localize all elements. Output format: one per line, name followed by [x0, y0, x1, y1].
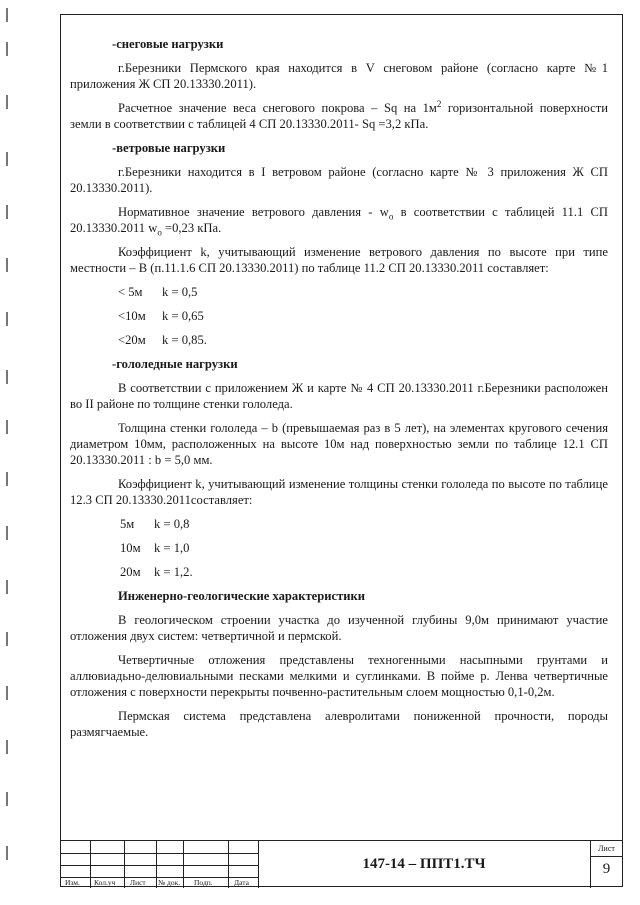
title-block-stamp	[60, 840, 623, 887]
binding-marks	[0, 0, 20, 905]
ice-row: 5м k = 0,8	[120, 517, 190, 531]
stamp-label: № док.	[158, 878, 181, 887]
geo-paragraph-2: Четвертичные отложения представлены техногенными насыпными грунтами и аллювиадьно-делювиальными песками мелкими и суглинками. В пойме р. Ленва четвертичные отложения с поверхности перекрыты почвенно-растительным слоем мощностью 0,1-0,2м.	[70, 653, 608, 699]
document-code: 147-14 – ППТ1.ТЧ	[362, 856, 486, 872]
ice-paragraph-3: Коэффициент k, учитывающий изменение толщины стенки гололеда по высоте по таблице 12.3 СП 20.13330.2011составляет:	[70, 477, 608, 507]
sheet-box	[590, 841, 623, 888]
snow-paragraph-1: г.Березники Пермского края находится в V снеговом районе (согласно карте №1 приложения Ж СП 20.13330.2011).	[70, 61, 608, 91]
stamp-label: Изм.	[65, 878, 80, 887]
stamp-labels	[60, 878, 258, 888]
stamp-label: Подп.	[194, 878, 213, 887]
stamp-label: Лист	[130, 878, 146, 887]
geo-paragraph-1: В геологическом строении участка до изученной глубины 9,0м принимают участие отложения двух систем: четвертичной и пермской.	[70, 613, 608, 643]
sheet-number: 9	[602, 861, 611, 877]
ice-paragraph-1: В соответствии с приложением Ж и карте № 4 СП 20.13330.2011 г.Березники расположен во II районе по толщине стенки гололеда.	[70, 381, 608, 411]
ice-paragraph-2: Толщина стенки гололеда – b (превышаемая раз в 5 лет), на элементах кругового сечения диаметром 10мм, расположенных на высоте 10м над поверхностью земли по таблице 12.1 СП 20.13330.2011 : b = 5,0 мм.	[70, 421, 608, 467]
stamp-label: Кол.уч	[94, 878, 116, 887]
geo-heading: Инженерно-геологические характеристики	[118, 589, 366, 603]
snow-heading: -снеговые нагрузки	[112, 37, 224, 51]
wind-row: < 5м k = 0,5	[118, 285, 198, 299]
wind-row: <20м k = 0,85.	[118, 333, 207, 347]
geo-paragraph-3: Пермская система представлена алевролитами пониженной прочности, породы размягчаемые.	[70, 709, 608, 739]
wind-paragraph-2: Нормативное значение ветрового давления - $w_o$ в соответствии с таблицей 11.1 СП 20.13330.2011 $w_o =0,23$ кПа.	[70, 205, 608, 238]
wind-row: <10м k = 0,65	[118, 309, 204, 323]
stamp-label: Дата	[234, 878, 249, 887]
sheet-label: Лист	[598, 844, 615, 853]
wind-paragraph-3: Коэффициент k, учитывающий изменение ветрового давления по высоте при типе местности – В (п.11.1.6 СП 20.13330.2011) по таблице 11.2 СП 20.13330.2011 составляет:	[70, 245, 608, 275]
wind-paragraph-1: г.Березники находится в I ветровом районе (согласно карте № 3 приложения Ж СП 20.13330.2011).	[70, 165, 608, 195]
ice-heading: -гололедные нагрузки	[112, 357, 238, 371]
snow-paragraph-2: Расчетное значение веса снегового покрова – Sq на $1м^2$ горизонтальной поверхности земли в соответствии с таблицей 4 СП 20.13330.2011- Sq =3,2 кПа.	[70, 98, 608, 131]
document-body	[70, 36, 608, 748]
ice-row: 20м k = 1,2.	[120, 565, 193, 579]
wind-heading: -ветровые нагрузки	[112, 141, 226, 155]
ice-row: 10м k = 1,0	[120, 541, 190, 555]
